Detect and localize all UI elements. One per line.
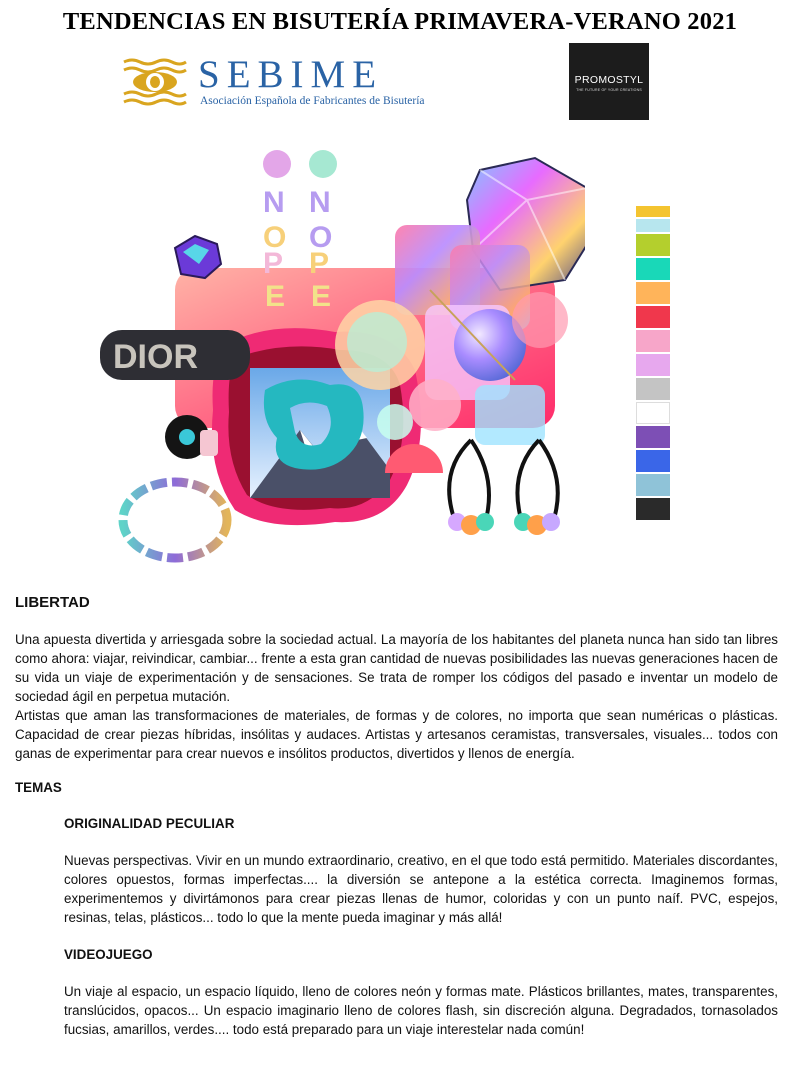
paragraph-1: Una apuesta divertida y arriesgada sobre la sociedad actual. La mayoría de los habitantes del planeta nunca han sido tan libres como ahora: viajar, reivindicar, cambiar... frente a esta gran cantidad de nuevas posibilidades las nuevas generaciones hacen de su vida un viaje de experimentación y de sensaciones. Se trata de romper los códigos del pasado e inventar un modelo de sociedad ágil en perpetua mutación. [15,632,778,704]
earring-left-letter-1: N [263,186,285,219]
palette-swatch [636,330,670,354]
theme-title-originalidad: ORIGINALIDAD PECULIAR [64,816,235,831]
sebime-name: SEBIME [198,53,384,96]
palette-swatch [636,219,670,234]
theme-text-videojuego: Un viaje al espacio, un espacio líquido, lleno de colores neón y formas mate. Plásticos brillantes, mates, transparentes, translúcidos, opacos... Un espacio imaginario lleno de colores flash, sin discreción alguna. Degradados, tornasolados fucsias, amarillos, verdes.... todo está preparado para un viaje interestelar nada común! [64,984,778,1037]
earring-left-letter-4: E [265,280,286,313]
color-palette [636,206,670,522]
theme-title-videojuego: VIDEOJUEGO [64,947,153,962]
palette-swatch [636,258,670,282]
section-heading-libertad: LIBERTAD [15,594,90,611]
earring-left-letter-2: O [263,221,287,254]
palette-swatch [636,206,670,219]
palette-swatch [636,426,670,450]
jewelry-collage-image [95,140,585,575]
palette-swatch [636,306,670,330]
earring-right-letter-3: P [309,247,330,280]
promostyl-name: PROMOSTYL [574,74,644,86]
palette-swatch [636,402,670,426]
earring-right-letter-2: O [309,221,333,254]
palette-swatch [636,498,670,522]
promostyl-tagline: THE FUTURE OF YOUR CREATIONS [576,88,642,92]
earring-right-letter-1: N [309,186,331,219]
theme-text-originalidad: Nuevas perspectivas. Vivir en un mundo extraordinario, creativo, en el que todo está permitido. Materiales discordantes, colores opuestos, formas imperfectas.... la diversión se antepone a la estética correcta. Imaginemos formas, experimentemos y divirtámonos para crear piezas llenas de humor, coloridas y con un punto naíf. PVC, espejos, resinas, telas, plásticos... todo lo que la mente pueda imaginar y más allá! [64,853,778,925]
earring-right-letter-4: E [311,280,332,313]
themes-heading: TEMAS [15,780,62,795]
palette-swatch [636,354,670,378]
paragraph-2: Artistas que aman las transformaciones de materiales, de formas y de colores, no importa que sean numéricas o plásticas. Capacidad de crear piezas híbridas, insólitas y audaces. Artistas y artesanos ceramistas, transversales, visuales... todos con ganas de experimentar para crear nuevos e insólitos productos, divertidos y llenos de energía. [15,708,778,761]
palette-swatch [636,282,670,306]
sebime-logo-icon [122,56,188,108]
sebime-subtitle: Asociación Española de Fabricantes de Bisutería [200,95,425,107]
palette-swatch [636,450,670,474]
dior-ring-text: DIOR [113,338,198,376]
page-title: TENDENCIAS EN BISUTERÍA PRIMAVERA-VERANO 2021 [62,8,738,35]
promostyl-logo [569,43,649,120]
palette-swatch [636,474,670,498]
palette-swatch [636,234,670,258]
earring-left-letter-3: P [263,247,284,280]
palette-swatch [636,378,670,402]
